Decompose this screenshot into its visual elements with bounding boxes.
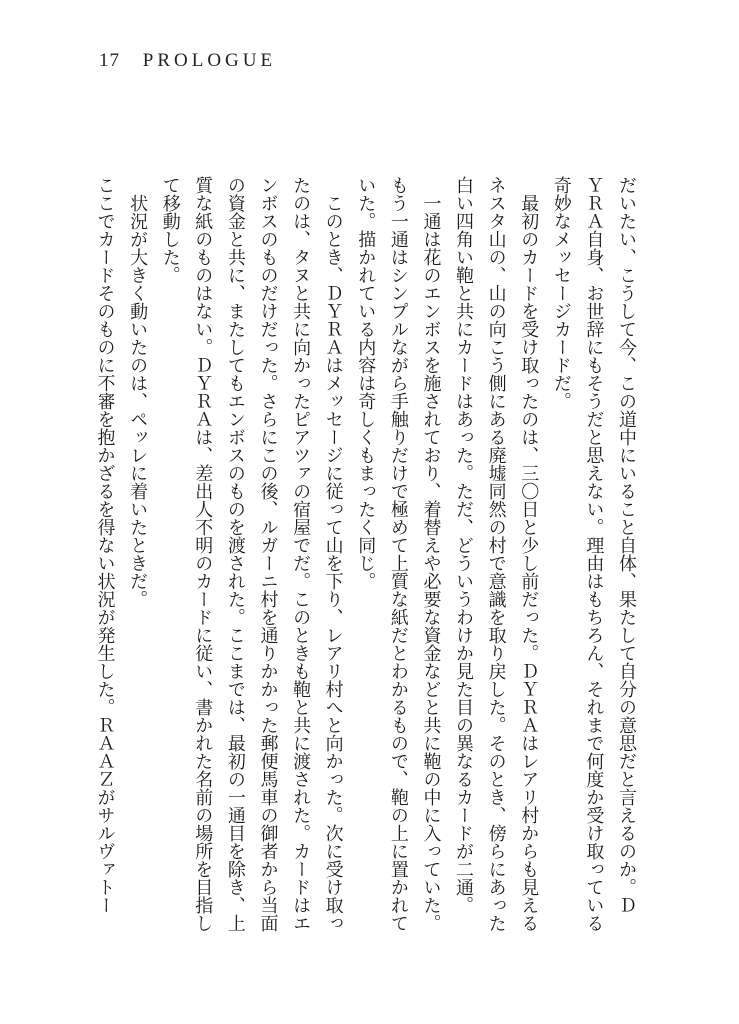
running-header xyxy=(99,50,276,72)
text-line: ネスタ山の、山の向こう側にある廃墟同然の村で意識を取り戻した。そのとき、傍らにあった xyxy=(485,176,507,932)
text-line: たのは、タヌと共に向かったピアツァの宿屋でだ。このときも鞄と共に渡された。カードはエ xyxy=(290,176,312,932)
text-line: て移動した。 xyxy=(159,176,181,284)
section-title: PROLOGUE xyxy=(142,50,277,71)
text-line: 最初のカードを受け取ったのは、三〇日と少し前だった。ＤＹＲＡはレアリ村からも見える xyxy=(518,176,540,932)
text-line: ＹＲＡ自身、お世辞にもそうだと思えない。理由はもちろん、それまで何度か受け取っている xyxy=(583,176,605,932)
page-number: 17 xyxy=(99,50,120,71)
text-line: ここでカードそのものに不審を抱かざるを得ない状況が発生した。ＲＡＡＺがサルヴァトー xyxy=(94,176,116,914)
text-line: 白い四角い鞄と共にカードはあった。ただ、どういうわけか見た目の異なるカードが二通。 xyxy=(453,176,475,914)
text-line: 一通は花のエンボスを施されており、着替えや必要な資金などと共に鞄の中に入っていた。 xyxy=(420,176,442,932)
text-line: いた。描かれている内容は奇しくもまったく同じ。 xyxy=(355,176,377,590)
text-line: もう一通はシンプルながら手触りだけで極めて上質な紙だとわかるもので、鞄の上に置かれて xyxy=(387,176,409,932)
text-line: の資金と共に、またしてもエンボスのものを渡された。ここまでは、最初の一通目を除き、上 xyxy=(224,176,246,932)
text-line: 奇妙なメッセージカードだ。 xyxy=(550,176,572,410)
text-line: ンボスのものだけだった。さらにこの後、ルガーニ村を通りかかった郵便馬車の御者から当面 xyxy=(257,176,279,932)
text-line: だいたい、こうして今、この道中にいること自体、果たして自分の意思だと言えるのか。Ｄ xyxy=(616,176,637,914)
text-line: このとき、ＤＹＲＡはメッセージに従って山を下り、レアリ村へと向かった。次に受け取っ xyxy=(322,176,344,932)
text-line: 質な紙のものはない。ＤＹＲＡは、差出人不明のカードに従い、書かれた名前の場所を目指し xyxy=(192,176,214,932)
text-line: 状況が大きく動いたのは、ペッレに着いたときだ。 xyxy=(127,176,149,608)
vertical-body-text xyxy=(88,176,642,936)
